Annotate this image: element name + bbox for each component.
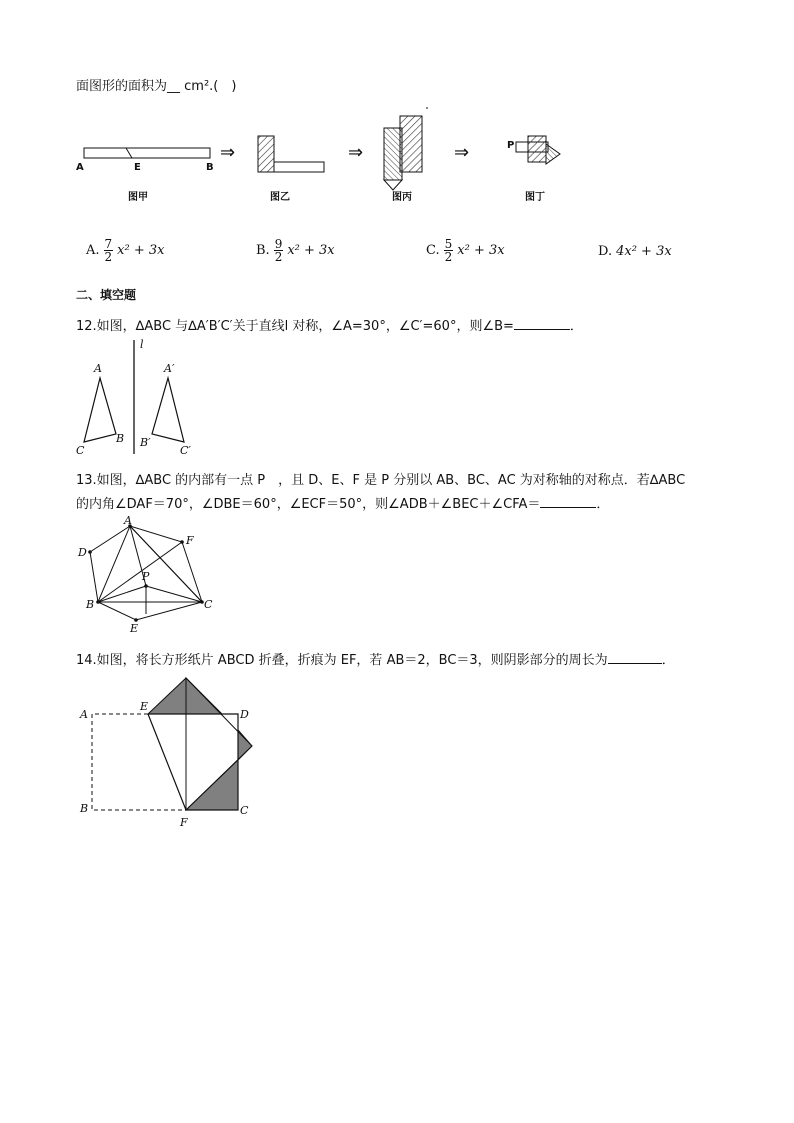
q11-stem-end: 面图形的面积为__ cm².( ) bbox=[76, 79, 237, 94]
option-a-fraction: $\frac{7}{2}$ bbox=[104, 237, 113, 264]
original-outline bbox=[92, 714, 186, 810]
q14-text bbox=[76, 650, 675, 670]
arrow-3: ⇒ bbox=[454, 142, 470, 163]
crease-ef bbox=[148, 714, 186, 810]
figure-ding bbox=[507, 136, 560, 203]
q11-option-a[interactable] bbox=[86, 238, 164, 263]
q12-period: ． bbox=[569, 319, 583, 334]
q13-figure bbox=[70, 514, 220, 638]
q11-option-d[interactable] bbox=[598, 244, 672, 259]
label-B: B bbox=[86, 598, 95, 611]
figure-yi bbox=[258, 136, 324, 203]
label-P: P bbox=[142, 570, 150, 583]
arrow-1: ⇒ bbox=[220, 142, 236, 163]
option-b-label: B. bbox=[256, 243, 270, 258]
q14-period: ． bbox=[661, 653, 675, 668]
option-c-expr: x² + 3x bbox=[457, 243, 505, 258]
option-c-label: C. bbox=[426, 243, 440, 258]
option-d-label: D. bbox=[598, 244, 613, 259]
caption-ding: 图丁 bbox=[525, 192, 545, 203]
q11-figure bbox=[70, 100, 630, 210]
label-B: B bbox=[206, 162, 214, 173]
q13-answer-blank[interactable] bbox=[540, 494, 596, 508]
q11-option-c[interactable] bbox=[426, 238, 505, 263]
label-D: D bbox=[78, 546, 87, 559]
label-A-prime: A′ bbox=[164, 362, 175, 375]
label-C: C bbox=[204, 598, 213, 611]
option-d-expr: 4x² + 3x bbox=[616, 244, 672, 259]
label-C: C bbox=[240, 804, 249, 817]
label-E: E bbox=[130, 622, 139, 635]
label-F: F bbox=[186, 534, 194, 547]
label-F: F bbox=[180, 816, 188, 829]
q12-stem: 12.如图，∆ABC 与∆A′B′C′关于直线l 对称，∠A=30°，∠C′=60°，则∠B= bbox=[76, 319, 514, 334]
q12-answer-blank[interactable] bbox=[514, 316, 570, 330]
q13-line1: 13.如图，∆ABC 的内部有一点 P ，且 D、E、F 是 P 分别以 AB、BC、AC 为对称轴的对称点．若∆ABC bbox=[76, 473, 686, 488]
triangle-abc bbox=[84, 378, 116, 442]
q13-period: ． bbox=[596, 497, 610, 512]
label-E: E bbox=[140, 700, 149, 713]
label-A: A bbox=[76, 162, 84, 173]
q13-line2 bbox=[76, 494, 609, 514]
option-b-fraction: $\frac{9}{2}$ bbox=[274, 237, 283, 264]
q13-stem: 的内角∠DAF＝70°，∠DBE＝60°，∠ECF＝50°，则∠ADB＋∠BEC＋∠CFA＝ bbox=[76, 497, 541, 512]
figure-bing bbox=[384, 108, 428, 203]
label-A: A bbox=[124, 514, 132, 527]
section-title: 二、填空题 bbox=[76, 288, 137, 302]
label-B: B bbox=[80, 802, 89, 815]
q14-stem: 14.如图，将长方形纸片 ABCD 折叠，折痕为 EF，若 AB＝2，BC＝3，则阴影部分的周长为 bbox=[76, 653, 608, 668]
option-a-expr: x² + 3x bbox=[117, 243, 165, 258]
caption-jia: 图甲 bbox=[128, 192, 148, 203]
q12-figure bbox=[70, 334, 210, 458]
option-a-label: A. bbox=[86, 243, 100, 258]
q12-text bbox=[76, 316, 583, 336]
option-b-expr: x² + 3x bbox=[287, 243, 335, 258]
q11-option-b[interactable] bbox=[256, 238, 335, 263]
caption-yi: 图乙 bbox=[270, 192, 290, 203]
label-A: A bbox=[94, 362, 102, 375]
arrow-2: ⇒ bbox=[348, 142, 364, 163]
q14-figure bbox=[74, 672, 264, 832]
label-E: E bbox=[134, 162, 141, 173]
label-l: l bbox=[140, 338, 144, 351]
label-B-prime: B′ bbox=[140, 436, 151, 449]
label-C: C bbox=[76, 444, 85, 457]
option-c-fraction: $\frac{5}{2}$ bbox=[444, 237, 453, 264]
figure-jia bbox=[76, 148, 214, 203]
label-A: A bbox=[80, 708, 88, 721]
label-B: B bbox=[116, 432, 125, 445]
label-C-prime: C′ bbox=[180, 444, 191, 457]
caption-bing: 图丙 bbox=[392, 192, 412, 203]
label-P: P bbox=[507, 140, 515, 151]
triangle-abc-prime bbox=[152, 378, 184, 442]
q14-answer-blank[interactable] bbox=[608, 650, 662, 664]
shade-top bbox=[148, 678, 222, 714]
label-D: D bbox=[240, 708, 249, 721]
